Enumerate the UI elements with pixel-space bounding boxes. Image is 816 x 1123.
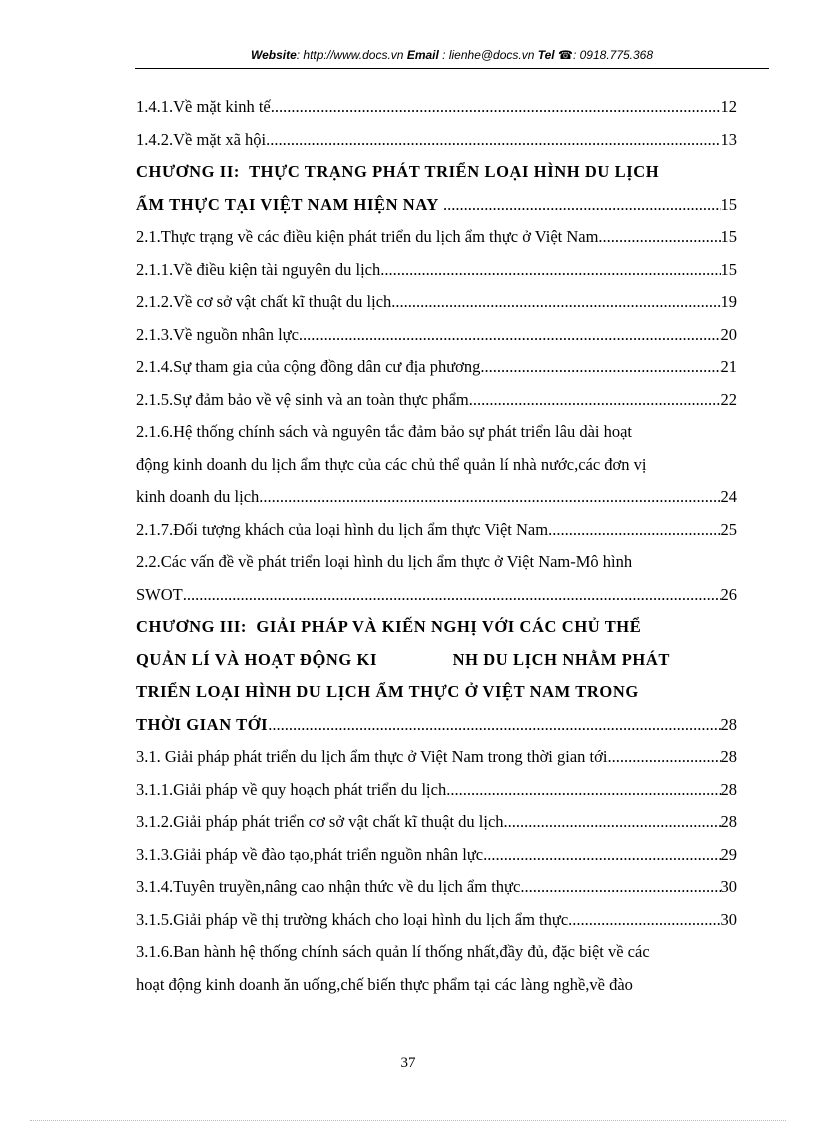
toc-entry-page: 30 — [720, 877, 737, 896]
toc-entry[interactable] — [136, 871, 737, 904]
toc-entry[interactable] — [136, 741, 737, 774]
toc-entry[interactable] — [136, 124, 737, 157]
toc-entry-text: 3.1.1.Giải pháp về quy hoạch phát triển du lịch — [136, 779, 447, 799]
website-value: : http://www.docs.vn — [296, 48, 404, 62]
toc-entry-text: CHƯƠNG III: GIẢI PHÁP VÀ KIẾN NGHỊ VỚI CÁC CHỦ THỂ — [136, 617, 642, 636]
toc-entry-text: 2.1.6.Hệ thống chính sách và nguyên tắc đảm bảo sự phát triển lâu dài hoạt — [136, 422, 633, 441]
toc-entry-text: TRIỂN LOẠI HÌNH DU LỊCH ẨM THỰC Ở VIỆT NAM TRONG — [136, 682, 639, 701]
toc-entry[interactable] — [136, 449, 737, 482]
toc-entry[interactable] — [136, 839, 737, 872]
toc-entry[interactable] — [136, 806, 737, 839]
toc-entry[interactable] — [136, 514, 737, 547]
toc-entry-page: 28 — [720, 779, 737, 799]
toc-leader-dots — [268, 709, 720, 742]
toc-entry-page: 12 — [720, 97, 737, 116]
toc-entry-text: 3.1. Giải pháp phát triển du lịch ẩm thực ở Việt Nam trong thời gian tới. — [136, 747, 612, 766]
toc-entry-page: 24 — [720, 487, 737, 506]
table-of-contents — [136, 91, 737, 1001]
toc-leader-dots — [483, 839, 720, 872]
toc-entry-text: động kinh doanh du lịch ẩm thực của các chủ thể quản lí nhà nước,các đơn vị — [136, 454, 647, 474]
toc-entry[interactable] — [136, 91, 737, 124]
toc-entry[interactable] — [136, 319, 737, 352]
toc-entry[interactable] — [136, 644, 737, 677]
toc-entry-page: 30 — [720, 909, 737, 929]
toc-entry-page: 13 — [720, 129, 737, 149]
toc-entry-page: 20 — [720, 324, 737, 344]
toc-entry[interactable] — [136, 189, 737, 222]
toc-leader-dots — [183, 579, 721, 612]
toc-entry-text: 3.1.4.Tuyên truyền,nâng cao nhận thức về du lịch ẩm thực — [136, 877, 521, 896]
toc-entry-text: 1.4.1.Về mặt kinh tế — [136, 97, 271, 116]
toc-leader-dots — [391, 286, 720, 319]
toc-entry-text: 3.1.6.Ban hành hệ thống chính sách quản lí thống nhất,đầy đủ, đặc biệt về các — [136, 942, 650, 961]
toc-entry-text: ẨM THỰC TẠI VIỆT NAM HIỆN NAY — [136, 194, 443, 214]
toc-entry-page: 15 — [720, 227, 737, 246]
toc-leader-dots — [612, 741, 721, 774]
toc-entry[interactable] — [136, 384, 737, 417]
toc-entry[interactable] — [136, 254, 737, 287]
toc-entry-page: 29 — [720, 844, 737, 864]
toc-leader-dots — [504, 806, 721, 839]
toc-entry-text: THỜI GIAN TỚI — [136, 714, 269, 734]
toc-leader-dots — [299, 319, 721, 352]
toc-entry-text: 2.2.Các vấn đề về phát triển loại hình du lịch ẩm thực ở Việt Nam-Mô hình — [136, 552, 633, 571]
toc-leader-dots — [443, 189, 721, 222]
toc-entry[interactable] — [136, 579, 737, 612]
toc-leader-dots — [520, 871, 720, 904]
toc-entry-text: CHƯƠNG II: THỰC TRẠNG PHÁT TRIỂN LOẠI HÌNH DU LỊCH — [136, 162, 660, 181]
toc-leader-dots — [446, 774, 720, 807]
toc-leader-dots — [469, 384, 721, 417]
website-label: Website — [250, 48, 297, 62]
toc-entry-text: kinh doanh du lịch — [136, 487, 260, 506]
toc-entry[interactable] — [136, 774, 737, 807]
toc-entry-text: 2.1.4.Sự tham gia của cộng đồng dân cư địa phương — [136, 357, 481, 376]
email-value: : lienhe@docs.vn — [442, 48, 535, 62]
phone-icon: ☎ — [558, 48, 573, 62]
toc-entry-text: QUẢN LÍ VÀ HOẠT ĐỘNG KI NH DU LỊCH NHẰM PHÁT — [136, 649, 670, 669]
toc-entry-page: 25 — [720, 519, 737, 539]
toc-entry-page: 22 — [720, 389, 737, 409]
toc-entry[interactable] — [136, 286, 737, 319]
tel-value: : 0918.775.368 — [572, 48, 654, 62]
toc-entry-page: 26 — [720, 584, 737, 604]
page-number: 37 — [400, 1055, 416, 1071]
toc-entry[interactable] — [136, 611, 737, 644]
toc-entry[interactable] — [136, 936, 737, 969]
header-divider — [135, 68, 769, 69]
toc-entry-text: 2.1.Thực trạng về các điều kiện phát triển du lịch ẩm thực ở Việt Nam — [136, 227, 599, 246]
toc-entry-page: 21 — [720, 357, 737, 376]
toc-entry-page: 15 — [720, 194, 737, 214]
page-header — [135, 48, 769, 62]
toc-entry[interactable] — [136, 546, 737, 579]
toc-leader-dots — [548, 514, 720, 547]
toc-entry-text: 2.1.5.Sự đảm bảo về vệ sinh và an toàn thực phẩm — [136, 389, 469, 409]
toc-entry-page: 28 — [720, 747, 737, 766]
toc-entry-text: 1.4.2.Về mặt xã hội — [136, 129, 267, 149]
toc-entry[interactable] — [136, 221, 737, 254]
toc-entry[interactable] — [136, 416, 737, 449]
toc-entry-text: 2.1.1.Về điều kiện tài nguyên du lịch — [136, 259, 381, 279]
tel-label: Tel — [537, 48, 555, 62]
toc-entry-text: 3.1.2.Giải pháp phát triển cơ sở vật chất kĩ thuật du lịch — [136, 812, 504, 831]
toc-entry-text: 2.1.2.Về cơ sở vật chất kĩ thuật du lịch — [136, 292, 392, 311]
toc-entry-page: 19 — [720, 292, 737, 311]
email-label: Email — [406, 48, 439, 62]
toc-entry-page: 28 — [720, 812, 737, 831]
toc-entry[interactable] — [136, 676, 737, 709]
toc-leader-dots — [380, 254, 720, 287]
toc-entry-text: 3.1.5.Giải pháp về thị trường khách cho loại hình du lịch ẩm thực — [136, 909, 569, 929]
toc-entry[interactable] — [136, 709, 737, 742]
toc-entry-page: 28 — [720, 714, 737, 734]
toc-entry[interactable] — [136, 969, 737, 1002]
toc-entry-text: 3.1.3.Giải pháp về đào tạo,phát triển nguồn nhân lực — [136, 844, 484, 864]
toc-entry-text: SWOT — [136, 584, 183, 604]
toc-leader-dots — [266, 124, 720, 157]
toc-entry[interactable] — [136, 904, 737, 937]
toc-leader-dots — [259, 481, 720, 514]
toc-leader-dots — [598, 221, 720, 254]
toc-leader-dots — [271, 91, 721, 124]
toc-entry-page: 15 — [720, 259, 737, 279]
toc-leader-dots — [480, 351, 720, 384]
toc-entry[interactable] — [136, 481, 737, 514]
toc-entry[interactable] — [136, 156, 737, 189]
footer-divider — [30, 1120, 786, 1121]
toc-entry-text: 2.1.3.Về nguồn nhân lực — [136, 324, 299, 344]
toc-leader-dots — [568, 904, 720, 937]
toc-entry[interactable] — [136, 351, 737, 384]
toc-entry-text: 2.1.7.Đối tượng khách của loại hình du lịch ẩm thực Việt Nam — [136, 519, 549, 539]
toc-entry-text: hoạt động kinh doanh ăn uống,chế biến thực phẩm tại các làng nghề,về đào — [136, 974, 633, 994]
